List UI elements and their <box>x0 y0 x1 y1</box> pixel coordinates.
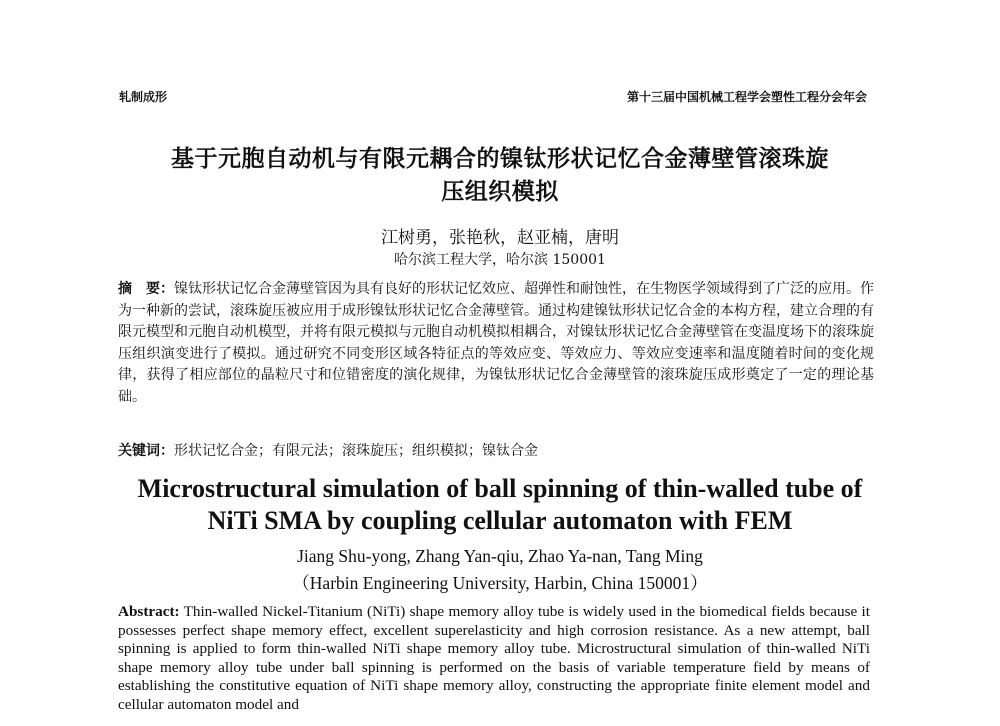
chinese-keywords-label: 关键词： <box>118 443 174 459</box>
chinese-keywords-text: 形状记忆合金；有限元法；滚珠旋压；组织模拟；镍钛合金 <box>174 443 538 459</box>
running-header <box>119 88 867 108</box>
chinese-title-line-1: 基于元胞自动机与有限元耦合的镍钛形状记忆合金薄壁管滚珠旋 <box>171 146 829 172</box>
english-affiliation: （Harbin Engineering University, Harbin, China 150001） <box>292 573 708 593</box>
english-authors: Jiang Shu-yong, Zhang Yan-qiu, Zhao Ya-nan, Tang Ming <box>297 546 703 566</box>
chinese-affiliation: 哈尔滨工程大学，哈尔滨 150001 <box>394 252 606 268</box>
english-abstract <box>118 603 870 715</box>
english-abstract-label: Abstract: <box>118 603 180 620</box>
english-title-line-2: NiTi SMA by coupling cellular automaton with FEM <box>207 506 793 535</box>
chinese-abstract <box>118 279 874 408</box>
english-title-line-1: Microstructural simulation of ball spinning of thin-walled tube of <box>137 474 863 503</box>
english-abstract-text: Thin-walled Nickel-Titanium (NiTi) shape memory alloy tube is widely used in the biomedical fields because it possesses perfect shape memory effect, excellent superelasticity and high corrosion resistance. As a new attempt, ball spinning is applied to form thin-walled NiTi shape memory alloy tube. Microstructural simulation of thin-walled NiTi shape memory alloy tube under ball spinning is performed on the basis of variable temperature field by means of establishing the constitutive equation of NiTi shape memory alloy, constructing the appropriate finite element model and cellular automaton model and <box>118 603 870 713</box>
english-title <box>80 473 920 537</box>
chinese-title-line-2: 压组织模拟 <box>441 179 559 205</box>
conference-name: 第十三届中国机械工程学会塑性工程分会年会 <box>626 90 867 104</box>
chinese-title <box>100 143 900 209</box>
section-label: 轧制成形 <box>119 90 168 104</box>
chinese-abstract-text: 镍钛形状记忆合金薄壁管因为具有良好的形状记忆效应、超弹性和耐蚀性，在生物医学领域得到了广泛的应用。作为一种新的尝试，滚珠旋压被应用于成形镍钛形状记忆合金薄壁管。通过构建镍钛形状记忆合金的本构方程，建立合理的有限元模型和元胞自动机模型，并将有限元模拟与元胞自动机模拟相耦合，对镍钛形状记忆合金薄壁管在变温度场下的滚珠旋压组织演变进行了模拟。通过研究不同变形区域各特征点的等效应变、等效应力、等效应变速率和温度随着时间的变化规律，获得了相应部位的晶粒尺寸和位错密度的演化规律，为镍钛形状记忆合金薄壁管的滚珠旋压成形奠定了一定的理论基础。 <box>118 281 874 405</box>
chinese-keywords <box>118 441 874 462</box>
chinese-authors: 江树勇，张艳秋，赵亚楠，唐明 <box>381 228 619 248</box>
chinese-abstract-label: 摘 要： <box>118 281 174 297</box>
